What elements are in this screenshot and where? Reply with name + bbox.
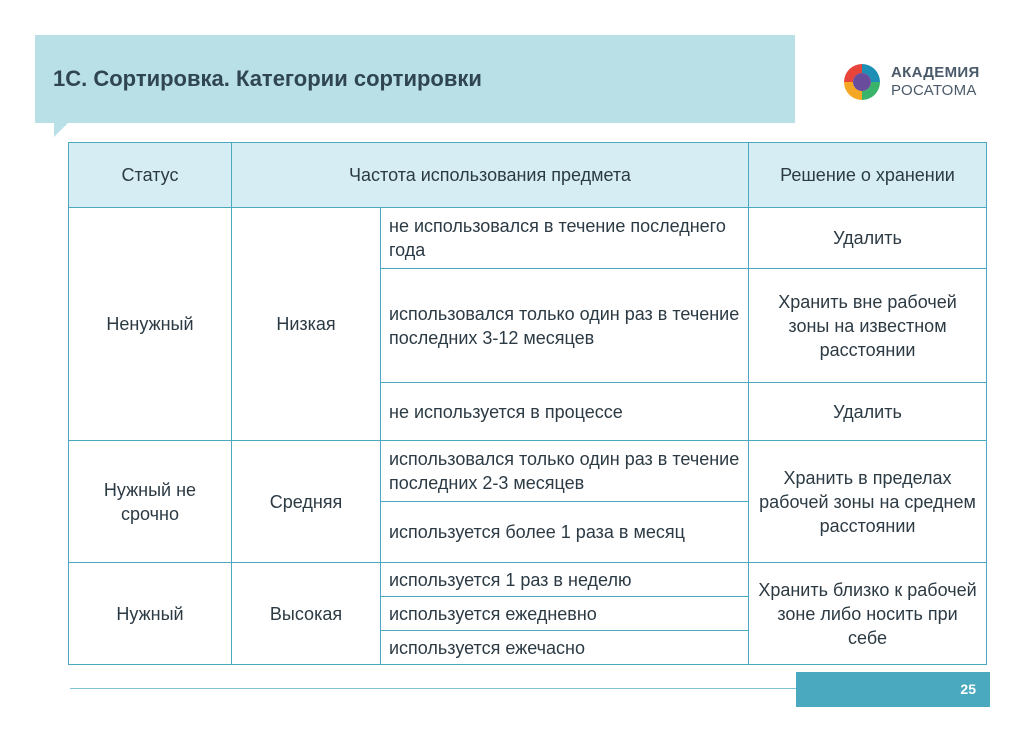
table-header-row: [69, 143, 987, 208]
header-frequency: Частота использования предмета: [232, 143, 749, 208]
decision-cell: Удалить: [749, 208, 987, 269]
usage-cell: использовался только один раз в течение последних 3-12 месяцев: [381, 269, 749, 383]
slide-title: 1С. Сортировка. Категории сортировки: [53, 66, 482, 91]
usage-cell: не использовался в течение последнего года: [381, 208, 749, 269]
decision-cell: Хранить вне рабочей зоны на известном расстоянии: [749, 269, 987, 383]
logo-text-line2: РОСАТОМА: [891, 82, 977, 99]
logo-text-line1: АКАДЕМИЯ: [891, 64, 980, 81]
title-tab-decoration: [54, 123, 68, 137]
footer-divider: [70, 688, 797, 689]
frequency-cell: Низкая: [232, 208, 381, 441]
status-cell: Нужный не срочно: [69, 441, 232, 563]
rosatom-academy-logo: [840, 60, 1000, 106]
table-row: [69, 208, 987, 269]
decision-cell: Удалить: [749, 383, 987, 441]
table-row: [69, 441, 987, 502]
table-row: [69, 563, 987, 597]
usage-cell: используется 1 раз в неделю: [381, 563, 749, 597]
usage-cell: используется ежедневно: [381, 597, 749, 631]
usage-cell: не используется в процессе: [381, 383, 749, 441]
usage-cell: используется ежечасно: [381, 631, 749, 665]
rosatom-logo-icon: [840, 60, 884, 104]
page-number: 25: [960, 681, 976, 697]
header-status: Статус: [69, 143, 232, 208]
usage-cell: использовался только один раз в течение последних 2-3 месяцев: [381, 441, 749, 502]
sorting-categories-table: [68, 142, 987, 665]
status-cell: Ненужный: [69, 208, 232, 441]
title-bar: [35, 35, 795, 123]
header-decision: Решение о хранении: [749, 143, 987, 208]
frequency-cell: Средняя: [232, 441, 381, 563]
decision-cell: Хранить в пределах рабочей зоны на среднем расстоянии: [749, 441, 987, 563]
frequency-cell: Высокая: [232, 563, 381, 665]
decision-cell: Хранить близко к рабочей зоне либо носить при себе: [749, 563, 987, 665]
status-cell: Нужный: [69, 563, 232, 665]
page-number-box: [796, 672, 990, 707]
usage-cell: используется более 1 раза в месяц: [381, 502, 749, 563]
